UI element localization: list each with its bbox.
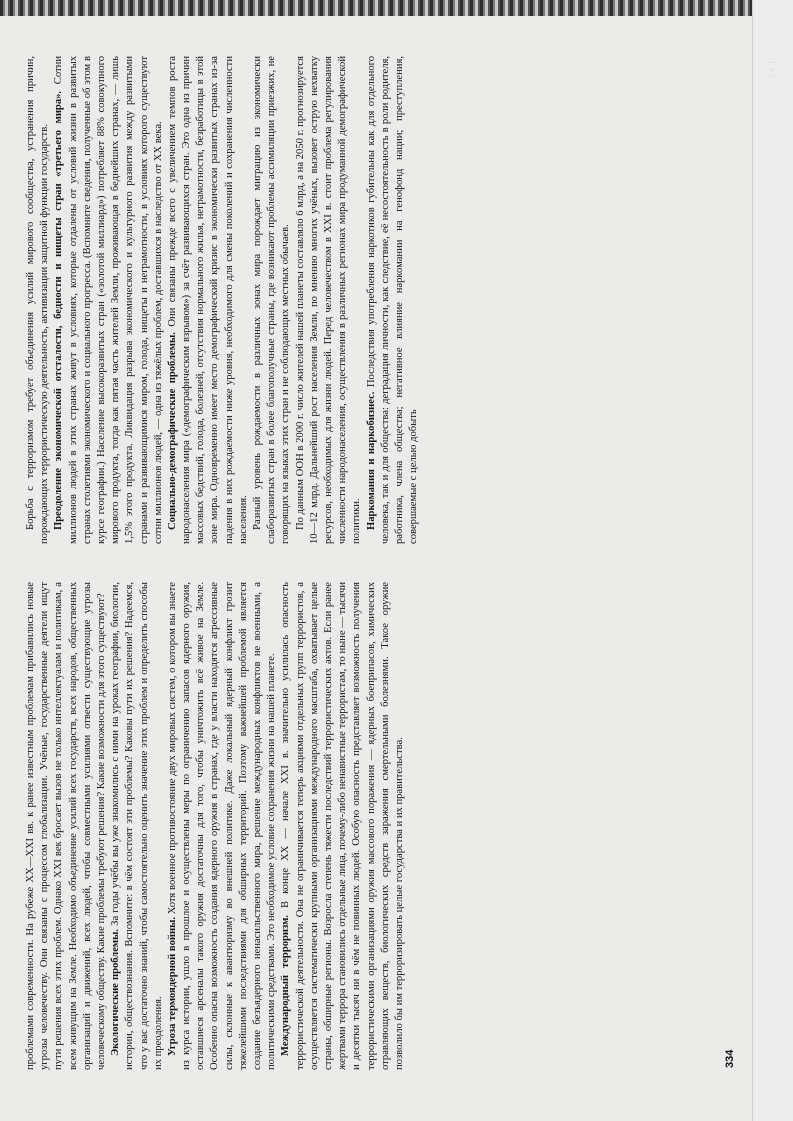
scan-noise-band <box>0 0 793 16</box>
paragraph: Экологические проблемы. За годы учёбы вы уже знакомились с ними на уроках географии, биологии, истории, обществознания. Вспомните: в чём состоят эти проблемы? Каковы пути их решения? Надеемся, что у вас достаточно знаний, чтобы самостоятельно оценить значение этих проблем и определить способы их преодоления. <box>110 581 164 1070</box>
scan-speckles: · · ·: · <box>770 60 776 81</box>
section-heading: Международный терроризм. <box>280 915 292 1056</box>
paragraph: проблемами современности. На рубеже XX—XXI вв. к ранее известным проблемам прибавились новые угрозы человечеству. Они связаны с процессом глобализации. Учёные, государственные деятели ищут пути решения всех этих проблем. Однако XXI век бросает вызов не только интеллектуалам и политикам, а всем живущим на Земле. Необходимо объединение усилий всех государств, всех народов, общественных организаций и движений, всех людей, чтобы совместными усилиями отвести существующие угрозы человеческому обществу. Какие проблемы требуют решения? Какие возможности для этого существуют? <box>25 582 107 1070</box>
section-heading: Угроза термоядерной войны. <box>166 916 178 1056</box>
section-heading: Наркомания и наркобизнес. <box>365 391 377 530</box>
paragraph: Угроза термоядерной войны. Хотя военное противостояние двух мировых систем, о котором вы знаете из курса истории, ушло в прошлое и осуществлены меры по ограничению запасов ядерного оружия, оставшиеся арсеналы такого оружия достаточны для того, чтобы уничтожить всё живое на Земле. Особенно опасна возможность создания ядерного оружия в странах, где у власти находятся агрессивные силы, склонные к авантюризму во внешней политике. Даже локальный ядерный конфликт грозит тяжелейшими последствиями для обширных территорий. Поэтому важнейшей проблемой является создание безъядерного ненасильственного мира, решение международных конфликтов не военными, а политическими средствами. Это необходимое условие сохранения жизни на нашей планете. <box>166 582 278 1070</box>
paragraph: Наркомания и наркобизнес. Последствия употребления наркотиков губительны как для отдельного человека, так и для общества: деградация личности, как следствие, её несостоятельность в роли родителя, работника, члена общества; негативное влияние наркомании на генофонд нации; преступления, совершаемые с целью добыть <box>365 55 420 544</box>
left-column <box>24 582 407 1070</box>
paragraph: Преодоление экономической отсталости, бедности и нищеты стран «третьего мира». Сотни миллионов людей в этих странах живут в условиях, которые отдалены от условий жизни в развитых странах столетиями экономического и социального прогресса. (Вспомните сведения, полученные об этом в курсе географии.) Население высокоразвитых стран («золотой миллиард») потребляет 88% совокупного мирового продукта, тогда как пятая часть жителей Земли, проживающая в беднейших странах, — лишь 1,5% этого продукта. Ликвидация разрыва экономического и культурного развития между развитыми странами и развивающимися миром, голода, нищеты и неграмотности, в условиях которого существуют сотни миллионов людей, — одна из тяжёлых проблем, доставшихся в наследство от XX века. <box>53 56 164 544</box>
paragraph: Разный уровень рождаемости в различных зонах мира порождает миграцию из экономически слаборазвитых стран в более благополучные страны, где возникают проблемы ассимиляции приезжих, не говорящих на языках этих стран и не соблюдающих местных обычаев. <box>252 56 292 544</box>
page-margin-strip <box>752 0 793 1121</box>
page-number: 334 <box>724 1049 736 1068</box>
section-heading: Экологические проблемы. <box>110 928 122 1056</box>
section-heading: Социально-демографические проблемы. <box>166 332 178 530</box>
paragraph: Социально-демографические проблемы. Они связаны прежде всего с увеличением темпов роста народонаселения мира («демографическим взрывом») за счёт развивающихся стран. Это одна из причин массовых бедствий, голода, болезней, отсутствия нормального жилья, неграмотности, безработицы в этой зоне мира. Одновременно имеет место демографический кризис в экономически развитых странах из-за падения в них рождаемости ниже уровня, необходимого для смены поколений и сохранения численности населения. <box>166 56 249 544</box>
section-heading: Преодоление экономической отсталости, бедности и нищеты стран «третьего мира». <box>53 90 65 530</box>
paragraph: По данным ООН в 2000 г. число жителей нашей планеты составляло 6 млрд, а на 2050 г. прогнозируется 10—12 млрд. Дальнейший рост населения Земли, по мнению многих учёных, вызовет острую нехватку ресурсов, необходимых для жизни людей. Перед человечеством в XXI в. стоит проблема регулирования численности народонаселения, осуществления в различных регионах мира продуманной демографической политики. <box>294 56 363 544</box>
right-column <box>24 56 421 544</box>
rotated-book-page <box>24 30 744 1070</box>
paragraph: Борьба с терроризмом требует объединения усилий мирового сообщества, устранения причин, порождающих террористическую деятельность, активизации защитной функции государств. <box>25 56 51 544</box>
paragraph: Международный терроризм. В конце XX — начале XXI в. значительно усилилась опасность террористической деятельности. Она не ограничивается теперь акциями отдельных групп террористов, а осуществляется систематически крупными организациями международного масштаба, охватывает целые страны, обширные регионы. Возросла степень тяжести последствий террористических актов. Если ранее жертвами террора становились отдельные лица, почему-либо ненавистные террористам, то ныне — тысячи и десятки тысяч ни в чём не повинных людей. Особую опасность представляет возможность получения террористическими организациями оружия массового поражения — ядерных боеприпасов, химических отравляющих веществ, биологических средств заражения смертельными болезнями. Такое оружие позволило бы им терроризировать целые государства и их правительства. <box>280 582 405 1070</box>
